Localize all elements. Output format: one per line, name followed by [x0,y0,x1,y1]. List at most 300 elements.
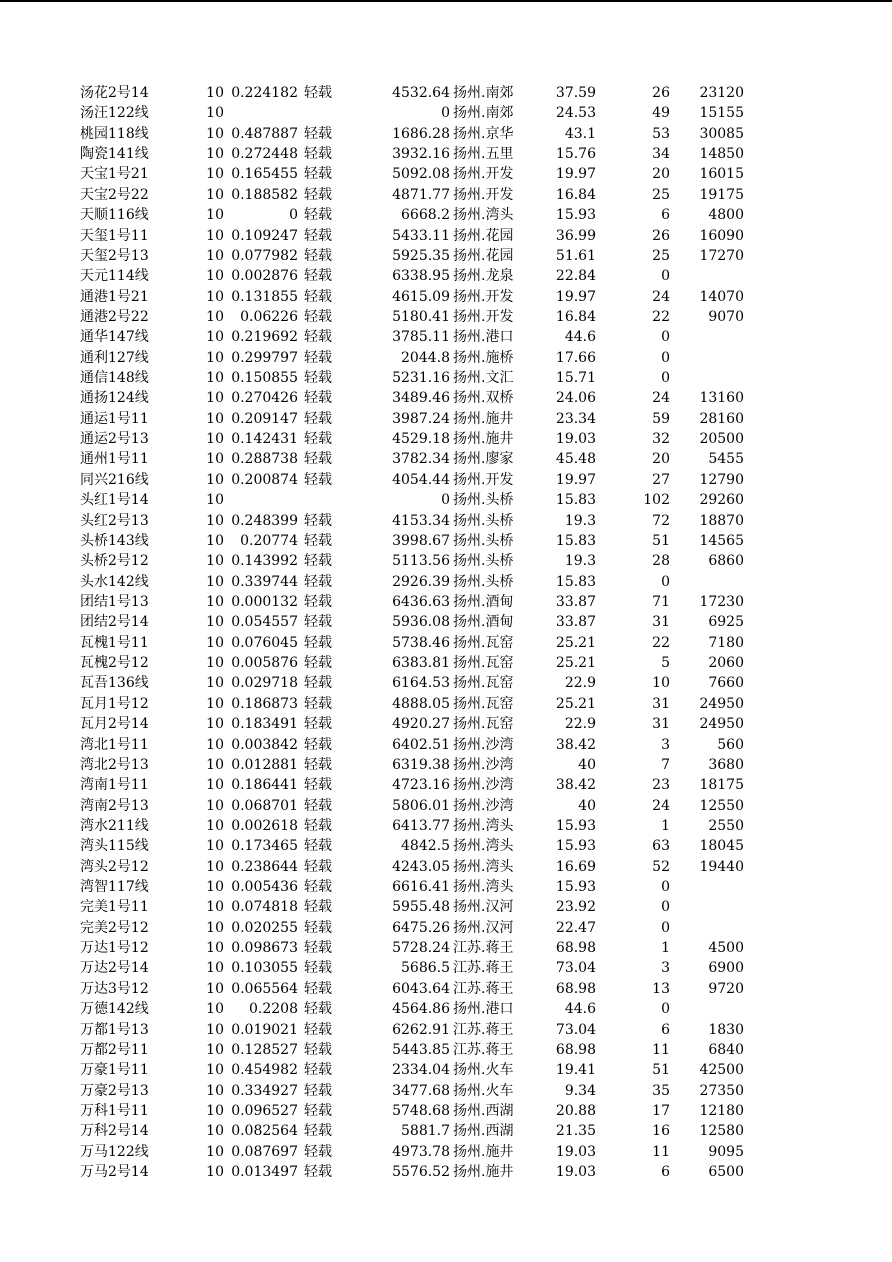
cell-load-rate[interactable]: 0.103055 [231,960,298,977]
cell-voltage[interactable]: 10 [206,451,224,468]
cell-area[interactable]: 扬州.头桥 [453,573,514,590]
cell-length[interactable]: 25.21 [555,634,596,651]
cell-line-name[interactable]: 团结1号13 [80,593,149,610]
cell-capacity[interactable]: 5092.08 [392,166,450,183]
cell-area[interactable]: 扬州.湾头 [453,858,514,875]
cell-load-rate[interactable]: 0.334927 [231,1082,298,1099]
cell-load-status[interactable]: 轻载 [304,858,332,875]
cell-voltage[interactable]: 10 [206,329,224,346]
cell-line-name[interactable]: 瓦槐1号11 [80,634,149,651]
cell-area[interactable]: 扬州.施桥 [453,349,514,366]
cell-voltage[interactable]: 10 [206,980,224,997]
cell-length[interactable]: 73.04 [555,1021,596,1038]
cell-transformer-count[interactable]: 11 [652,1041,670,1058]
cell-load-rate[interactable]: 0.270426 [231,390,298,407]
cell-load-rate[interactable]: 0.06226 [240,308,298,325]
cell-voltage[interactable]: 10 [206,655,224,672]
cell-line-name[interactable]: 通运2号13 [80,431,149,448]
cell-voltage[interactable]: 10 [206,858,224,875]
cell-load-rate[interactable]: 0.454982 [231,1062,298,1079]
cell-load-status[interactable]: 轻载 [304,695,332,712]
cell-voltage[interactable]: 10 [206,838,224,855]
cell-load-status[interactable]: 轻载 [304,1001,332,1018]
cell-transformer-count[interactable]: 102 [643,492,670,509]
cell-area[interactable]: 扬州.开发 [453,288,514,305]
cell-length[interactable]: 68.98 [555,1041,596,1058]
cell-area[interactable]: 扬州.瓦窑 [453,716,514,733]
cell-transformer-count[interactable]: 49 [652,105,670,122]
cell-load-rate[interactable]: 0.076045 [231,634,298,651]
cell-length[interactable]: 36.99 [555,227,596,244]
cell-transformer-count[interactable]: 6 [661,1164,670,1181]
cell-load-status[interactable]: 轻载 [304,370,332,387]
cell-length[interactable]: 33.87 [555,593,596,610]
cell-area[interactable]: 扬州.酒甸 [453,614,514,631]
cell-capacity[interactable]: 4054.44 [392,471,450,488]
cell-area[interactable]: 扬州.开发 [453,471,514,488]
cell-length[interactable]: 40 [578,756,596,773]
cell-area[interactable]: 扬州.施井 [453,410,514,427]
cell-load-rate[interactable]: 0.142431 [231,431,298,448]
cell-area[interactable]: 扬州.沙湾 [453,756,514,773]
cell-capacity[interactable]: 3785.11 [392,329,450,346]
cell-transformer-count[interactable]: 0 [661,1001,670,1018]
cell-transformer-count[interactable]: 35 [652,1082,670,1099]
cell-line-name[interactable]: 湾北2号13 [80,756,149,773]
cell-voltage[interactable]: 10 [206,207,224,224]
cell-voltage[interactable]: 10 [206,899,224,916]
cell-area[interactable]: 江苏.蒋王 [453,980,514,997]
cell-total-kva[interactable]: 42500 [699,1062,744,1079]
cell-transformer-count[interactable]: 20 [652,451,670,468]
cell-load-status[interactable]: 轻载 [304,186,332,203]
cell-capacity[interactable]: 6436.63 [392,593,450,610]
cell-total-kva[interactable]: 20500 [699,431,744,448]
cell-area[interactable]: 江苏.蒋王 [453,1021,514,1038]
cell-capacity[interactable]: 5231.16 [392,370,450,387]
cell-voltage[interactable]: 10 [206,879,224,896]
cell-total-kva[interactable]: 14070 [699,288,744,305]
cell-line-name[interactable]: 团结2号14 [80,614,149,631]
cell-area[interactable]: 扬州.施井 [453,1143,514,1160]
cell-total-kva[interactable]: 28160 [699,410,744,427]
cell-line-name[interactable]: 天顺116线 [80,207,149,224]
cell-load-rate[interactable]: 0.077982 [231,247,298,264]
cell-transformer-count[interactable]: 0 [661,573,670,590]
cell-voltage[interactable]: 10 [206,85,224,101]
cell-length[interactable]: 24.06 [555,390,596,407]
cell-load-rate[interactable]: 0.238644 [231,858,298,875]
cell-total-kva[interactable]: 24950 [699,695,744,712]
cell-load-rate[interactable]: 0.098673 [231,940,298,957]
cell-voltage[interactable]: 10 [206,1143,224,1160]
cell-line-name[interactable]: 万马2号14 [80,1164,149,1181]
cell-length[interactable]: 19.3 [564,512,596,529]
cell-load-status[interactable]: 轻载 [304,288,332,305]
cell-load-status[interactable]: 轻载 [304,980,332,997]
cell-area[interactable]: 扬州.西湖 [453,1123,514,1140]
cell-transformer-count[interactable]: 6 [661,1021,670,1038]
cell-voltage[interactable]: 10 [206,268,224,285]
cell-total-kva[interactable]: 7660 [708,675,744,692]
cell-load-rate[interactable]: 0.20774 [240,532,298,549]
cell-load-rate[interactable]: 0.000132 [231,593,298,610]
cell-line-name[interactable]: 万达1号12 [80,940,149,957]
cell-area[interactable]: 扬州.京华 [453,125,514,142]
cell-total-kva[interactable] [676,368,744,388]
cell-length[interactable]: 23.92 [555,899,596,916]
cell-voltage[interactable]: 10 [206,756,224,773]
cell-transformer-count[interactable]: 17 [652,1102,670,1119]
cell-load-rate[interactable]: 0.487887 [231,125,298,142]
cell-capacity[interactable]: 4564.86 [392,1001,450,1018]
cell-load-rate[interactable]: 0.002876 [231,268,298,285]
cell-voltage[interactable]: 10 [206,370,224,387]
cell-voltage[interactable]: 10 [206,553,224,570]
cell-capacity[interactable]: 5443.85 [392,1041,450,1058]
cell-load-status[interactable]: 轻载 [304,655,332,672]
cell-load-status[interactable]: 轻载 [304,736,332,753]
cell-load-rate[interactable]: 0.054557 [231,614,298,631]
cell-area[interactable]: 扬州.五里 [453,146,514,163]
cell-voltage[interactable]: 10 [206,492,224,509]
cell-transformer-count[interactable]: 1 [661,940,670,957]
cell-load-rate[interactable]: 0.339744 [231,573,298,590]
cell-line-name[interactable]: 万达3号12 [80,980,149,997]
cell-transformer-count[interactable]: 3 [661,736,670,753]
cell-total-kva[interactable]: 17230 [699,593,744,610]
cell-area[interactable]: 扬州.头桥 [453,553,514,570]
cell-area[interactable]: 扬州.汉河 [453,919,514,936]
cell-length[interactable]: 22.9 [564,675,596,692]
cell-load-rate[interactable]: 0.2208 [249,1001,298,1018]
cell-length[interactable]: 25.21 [555,655,596,672]
cell-capacity[interactable]: 3782.34 [392,451,450,468]
cell-total-kva[interactable]: 16090 [699,227,744,244]
cell-line-name[interactable]: 湾南1号11 [80,777,149,794]
cell-load-rate[interactable]: 0.002618 [231,817,298,834]
cell-total-kva[interactable]: 12790 [699,471,744,488]
cell-load-status[interactable]: 轻载 [304,207,332,224]
cell-load-rate[interactable]: 0.173465 [231,838,298,855]
cell-line-name[interactable]: 完美1号11 [80,899,149,916]
cell-transformer-count[interactable]: 24 [652,390,670,407]
cell-load-status[interactable]: 轻载 [304,268,332,285]
cell-length[interactable]: 33.87 [555,614,596,631]
cell-load-rate[interactable]: 0.209147 [231,410,298,427]
cell-load-status[interactable]: 轻载 [304,1021,332,1038]
cell-load-status[interactable]: 轻载 [304,247,332,264]
cell-load-rate[interactable]: 0.005876 [231,655,298,672]
cell-line-name[interactable]: 同兴216线 [80,471,149,488]
cell-load-status[interactable]: 轻载 [304,634,332,651]
cell-length[interactable]: 19.97 [555,288,596,305]
cell-load-rate[interactable]: 0.065564 [231,980,298,997]
cell-area[interactable]: 扬州.酒甸 [453,593,514,610]
cell-transformer-count[interactable]: 7 [661,756,670,773]
cell-total-kva[interactable]: 4800 [708,207,744,224]
cell-load-status[interactable]: 轻载 [304,614,332,631]
cell-line-name[interactable]: 通运1号11 [80,410,149,427]
cell-capacity[interactable]: 2044.8 [401,349,450,366]
cell-capacity[interactable]: 6475.26 [392,919,450,936]
cell-load-rate[interactable]: 0.019021 [231,1021,298,1038]
cell-length[interactable]: 16.84 [555,186,596,203]
cell-voltage[interactable]: 10 [206,695,224,712]
cell-capacity[interactable]: 4529.18 [392,431,450,448]
cell-total-kva[interactable] [676,897,744,917]
cell-capacity[interactable]: 6319.38 [392,756,450,773]
cell-line-name[interactable]: 万都2号11 [80,1041,149,1058]
cell-area[interactable]: 扬州.花园 [453,227,514,244]
cell-transformer-count[interactable]: 6 [661,207,670,224]
cell-line-name[interactable]: 湾头115线 [80,838,149,855]
cell-voltage[interactable]: 10 [206,675,224,692]
cell-load-status[interactable]: 轻载 [304,593,332,610]
cell-area[interactable]: 扬州.湾头 [453,838,514,855]
cell-total-kva[interactable]: 14850 [699,146,744,163]
cell-line-name[interactable]: 湾头2号12 [80,858,149,875]
cell-length[interactable]: 15.93 [555,817,596,834]
cell-transformer-count[interactable]: 22 [652,308,670,325]
cell-load-rate[interactable]: 0.020255 [231,919,298,936]
cell-voltage[interactable]: 10 [206,919,224,936]
cell-load-status[interactable]: 轻载 [304,940,332,957]
cell-voltage[interactable]: 10 [206,797,224,814]
cell-line-name[interactable]: 头桥2号12 [80,553,149,570]
cell-transformer-count[interactable]: 25 [652,186,670,203]
cell-length[interactable]: 19.97 [555,166,596,183]
cell-line-name[interactable]: 万达2号14 [80,960,149,977]
cell-line-name[interactable]: 头红2号13 [80,512,149,529]
cell-voltage[interactable]: 10 [206,940,224,957]
cell-load-rate[interactable]: 0.288738 [231,451,298,468]
cell-line-name[interactable]: 湾智117线 [80,879,149,896]
cell-load-status[interactable]: 轻载 [304,1082,332,1099]
cell-line-name[interactable]: 万马122线 [80,1143,149,1160]
cell-load-rate[interactable]: 0.087697 [231,1143,298,1160]
cell-total-kva[interactable]: 9095 [708,1143,744,1160]
cell-line-name[interactable]: 万德142线 [80,1001,149,1018]
cell-load-rate[interactable]: 0 [289,207,298,224]
cell-voltage[interactable]: 10 [206,1062,224,1079]
cell-length[interactable]: 19.03 [555,431,596,448]
cell-voltage[interactable]: 10 [206,614,224,631]
cell-length[interactable]: 17.66 [555,349,596,366]
cell-line-name[interactable]: 通州1号11 [80,451,149,468]
cell-length[interactable]: 22.9 [564,716,596,733]
cell-line-name[interactable]: 通信148线 [80,370,149,387]
cell-capacity[interactable]: 6413.77 [392,817,450,834]
cell-area[interactable]: 扬州.瓦窑 [453,655,514,672]
cell-load-status[interactable] [304,490,344,510]
cell-line-name[interactable]: 瓦月1号12 [80,695,149,712]
cell-area[interactable]: 扬州.开发 [453,166,514,183]
cell-capacity[interactable]: 1686.28 [392,125,450,142]
cell-capacity[interactable]: 4532.64 [392,85,450,101]
cell-voltage[interactable]: 10 [206,817,224,834]
cell-transformer-count[interactable]: 26 [652,227,670,244]
cell-total-kva[interactable]: 12580 [699,1123,744,1140]
cell-area[interactable]: 扬州.沙湾 [453,777,514,794]
cell-total-kva[interactable]: 18870 [699,512,744,529]
cell-length[interactable]: 16.84 [555,308,596,325]
cell-line-name[interactable]: 天宝2号22 [80,186,149,203]
cell-capacity[interactable]: 4920.27 [392,716,450,733]
cell-total-kva[interactable]: 1830 [708,1021,744,1038]
cell-load-rate[interactable]: 0.128527 [231,1041,298,1058]
cell-line-name[interactable]: 头桥143线 [80,532,149,549]
cell-load-rate[interactable] [228,103,298,123]
cell-load-status[interactable]: 轻载 [304,675,332,692]
cell-transformer-count[interactable]: 0 [661,879,670,896]
cell-load-status[interactable]: 轻载 [304,512,332,529]
cell-load-status[interactable]: 轻载 [304,716,332,733]
cell-load-status[interactable]: 轻载 [304,879,332,896]
cell-voltage[interactable]: 10 [206,532,224,549]
cell-transformer-count[interactable]: 31 [652,614,670,631]
cell-voltage[interactable]: 10 [206,227,224,244]
cell-line-name[interactable]: 湾北1号11 [80,736,149,753]
cell-area[interactable]: 扬州.西湖 [453,1102,514,1119]
cell-length[interactable]: 22.84 [555,268,596,285]
cell-voltage[interactable]: 10 [206,349,224,366]
cell-load-status[interactable]: 轻载 [304,532,332,549]
cell-capacity[interactable]: 4973.78 [392,1143,450,1160]
cell-capacity[interactable]: 6338.95 [392,268,450,285]
cell-length[interactable]: 19.03 [555,1143,596,1160]
cell-length[interactable]: 15.83 [555,532,596,549]
cell-total-kva[interactable]: 6840 [708,1041,744,1058]
cell-total-kva[interactable]: 24950 [699,716,744,733]
cell-load-status[interactable]: 轻载 [304,553,332,570]
cell-load-status[interactable]: 轻载 [304,166,332,183]
cell-line-name[interactable]: 通港1号21 [80,288,149,305]
cell-total-kva[interactable]: 27350 [699,1082,744,1099]
cell-transformer-count[interactable]: 31 [652,695,670,712]
cell-voltage[interactable]: 10 [206,716,224,733]
cell-transformer-count[interactable]: 51 [652,1062,670,1079]
cell-line-name[interactable]: 万豪2号13 [80,1082,149,1099]
cell-length[interactable]: 19.3 [564,553,596,570]
cell-line-name[interactable]: 通利127线 [80,349,149,366]
cell-capacity[interactable]: 5955.48 [392,899,450,916]
cell-line-name[interactable]: 通华147线 [80,329,149,346]
cell-voltage[interactable]: 10 [206,390,224,407]
cell-transformer-count[interactable]: 51 [652,532,670,549]
cell-capacity[interactable]: 5936.08 [392,614,450,631]
cell-voltage[interactable]: 10 [206,471,224,488]
cell-total-kva[interactable]: 2550 [708,817,744,834]
cell-length[interactable]: 16.69 [555,858,596,875]
cell-capacity[interactable]: 5686.5 [401,960,450,977]
cell-line-name[interactable]: 陶瓷141线 [80,146,149,163]
cell-line-name[interactable]: 天玺2号13 [80,247,149,264]
cell-transformer-count[interactable]: 24 [652,797,670,814]
cell-total-kva[interactable]: 19440 [699,858,744,875]
cell-area[interactable]: 江苏.蒋王 [453,940,514,957]
cell-total-kva[interactable]: 30085 [699,125,744,142]
cell-area[interactable]: 扬州.施井 [453,431,514,448]
cell-load-rate[interactable]: 0.012881 [231,756,298,773]
cell-total-kva[interactable]: 6860 [708,553,744,570]
cell-line-name[interactable]: 汤花2号14 [80,85,149,101]
cell-voltage[interactable]: 10 [206,736,224,753]
cell-line-name[interactable]: 瓦槐2号12 [80,655,149,672]
cell-transformer-count[interactable]: 53 [652,125,670,142]
cell-line-name[interactable]: 完美2号12 [80,919,149,936]
cell-length[interactable]: 25.21 [555,695,596,712]
cell-line-name[interactable]: 天玺1号11 [80,227,149,244]
cell-area[interactable]: 扬州.开发 [453,186,514,203]
cell-load-status[interactable]: 轻载 [304,1143,332,1160]
cell-capacity[interactable]: 5576.52 [392,1164,450,1181]
cell-capacity[interactable]: 2334.04 [392,1062,450,1079]
cell-line-name[interactable]: 瓦吾136线 [80,675,149,692]
cell-transformer-count[interactable]: 3 [661,960,670,977]
cell-load-rate[interactable]: 0.200874 [231,471,298,488]
cell-area[interactable]: 扬州.开发 [453,308,514,325]
cell-area[interactable]: 扬州.港口 [453,1001,514,1018]
cell-area[interactable]: 扬州.头桥 [453,532,514,549]
cell-length[interactable]: 44.6 [564,329,596,346]
cell-total-kva[interactable]: 7180 [708,634,744,651]
cell-line-name[interactable]: 通扬124线 [80,390,149,407]
cell-area[interactable]: 扬州.沙湾 [453,736,514,753]
cell-transformer-count[interactable]: 28 [652,553,670,570]
cell-length[interactable]: 22.47 [555,919,596,936]
cell-length[interactable]: 51.61 [555,247,596,264]
cell-capacity[interactable]: 4871.77 [392,186,450,203]
cell-area[interactable]: 扬州.湾头 [453,879,514,896]
cell-total-kva[interactable]: 19175 [699,186,744,203]
cell-length[interactable]: 15.93 [555,207,596,224]
cell-capacity[interactable]: 6616.41 [392,879,450,896]
cell-voltage[interactable]: 10 [206,410,224,427]
cell-area[interactable]: 扬州.火车 [453,1062,514,1079]
cell-load-status[interactable]: 轻载 [304,960,332,977]
cell-load-rate[interactable]: 0.074818 [231,899,298,916]
cell-voltage[interactable]: 10 [206,1041,224,1058]
cell-transformer-count[interactable]: 11 [652,1143,670,1160]
cell-length[interactable]: 38.42 [555,736,596,753]
cell-area[interactable]: 扬州.瓦窑 [453,634,514,651]
cell-total-kva[interactable]: 12550 [699,797,744,814]
cell-voltage[interactable]: 10 [206,593,224,610]
cell-length[interactable]: 15.83 [555,492,596,509]
cell-total-kva[interactable]: 6925 [708,614,744,631]
cell-voltage[interactable]: 10 [206,247,224,264]
cell-transformer-count[interactable]: 52 [652,858,670,875]
cell-load-status[interactable]: 轻载 [304,919,332,936]
cell-capacity[interactable]: 0 [441,492,450,509]
cell-capacity[interactable]: 2926.39 [392,573,450,590]
cell-total-kva[interactable]: 560 [717,736,744,753]
cell-transformer-count[interactable]: 0 [661,268,670,285]
cell-length[interactable]: 15.93 [555,838,596,855]
cell-area[interactable]: 扬州.湾头 [453,207,514,224]
cell-total-kva[interactable]: 18045 [699,838,744,855]
cell-load-status[interactable]: 轻载 [304,227,332,244]
cell-voltage[interactable]: 10 [206,777,224,794]
cell-voltage[interactable]: 10 [206,512,224,529]
cell-load-rate[interactable]: 0.248399 [231,512,298,529]
cell-line-name[interactable]: 瓦月2号14 [80,716,149,733]
cell-length[interactable]: 23.34 [555,410,596,427]
cell-area[interactable]: 扬州.头桥 [453,512,514,529]
cell-capacity[interactable]: 3477.68 [392,1082,450,1099]
cell-total-kva[interactable]: 5455 [708,451,744,468]
